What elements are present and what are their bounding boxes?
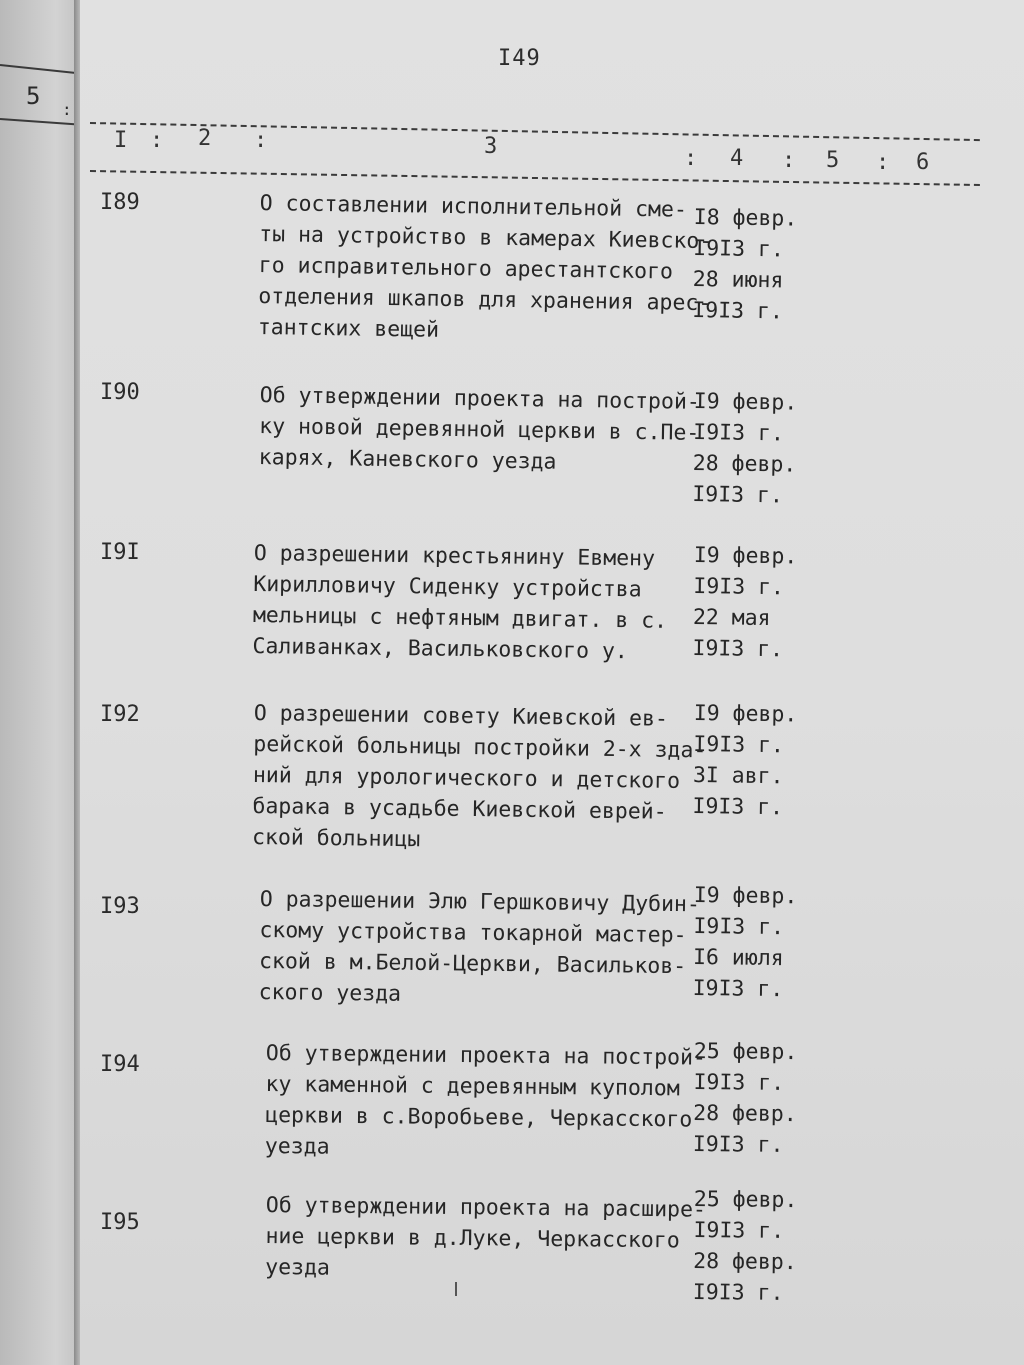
record-title-line: го исправительного арестантского [258,252,674,285]
record-date-line: I9I3 г. [693,731,785,759]
record-title [251,698,707,859]
column-header-5: 5 [826,148,840,173]
record-title [265,1038,706,1167]
record-dates [692,540,797,665]
record-title-line: уезда [265,1254,331,1281]
record-title-line: ского уезда [258,979,402,1007]
record-dates [692,880,797,1005]
record-title-line: О составлении исполнительной сме- [259,190,688,223]
record-title-line: Кирилловичу Сиденку устройства [253,571,642,603]
record-number: I93 [100,894,140,919]
page-number: I49 [498,46,541,71]
record-dates [693,1184,798,1309]
record-date-line: 28 февр. [693,1248,797,1276]
column-header-1: I [114,128,128,153]
record-date-line: I9I3 г. [693,573,785,601]
record-title-line: Об утверждении проекта на расшире- [265,1192,707,1223]
record-number: I92 [100,702,140,727]
record-title [258,884,699,1013]
record-date-line: I9 февр. [693,700,798,728]
record-title-line: церкви в с.Воробьеве, Черкасского [265,1102,693,1133]
record-number: I94 [100,1052,140,1077]
record-title-line: Саливанках, Васильковского у. [252,633,629,665]
record-title [257,188,713,350]
record-date-line: I9I3 г. [692,793,784,821]
record-title-line: отделения шкапов для хранения арес- [258,283,712,317]
record-date-line: 28 февр. [692,450,797,478]
column-separator: : [684,146,698,171]
column-separator: : [254,128,268,153]
record-number: I89 [100,190,140,215]
record-date-line: I9I3 г. [693,419,785,447]
record-date-line: 22 мая [692,604,771,632]
record-date-line: 25 февр. [693,1038,798,1066]
record-date-line: 28 февр. [693,1100,797,1128]
record-date-line: I9I3 г. [693,1217,785,1244]
record-number: I95 [100,1210,140,1235]
column-header-2: 2 [198,126,212,151]
column-header-3: 3 [484,134,498,159]
record-dates [693,1036,798,1161]
record-title-line: ние церкви в д.Луке, Черкасского [265,1223,680,1254]
record-date-line: I9I3 г. [692,481,784,509]
left-page-rule [0,118,80,126]
left-page-fragment [0,0,80,1365]
record-title-line: ской в м.Белой-Церкви, Васильков- [258,948,687,980]
record-title-line: ний для урологического и детского [252,762,681,794]
left-page-colon: : [62,100,72,119]
record-title-line: Об утверждении проекта на построй- [265,1040,707,1071]
record-date-line: 3I авг. [692,762,784,790]
record-title-line: ты на устройство в камерах Киевско- [259,221,713,255]
record-date-line: I9I3 г. [692,975,784,1003]
record-title-line: ку каменной с деревянным куполом [265,1071,680,1102]
record-title-line: тантских вещей [257,314,440,343]
stray-mark [455,1282,457,1296]
column-separator: : [150,128,164,153]
column-header-4: 4 [730,146,744,171]
record-title-line: мельницы с нефтяным двигат. в с. [252,602,668,634]
left-page-column-number: 5 [26,82,41,110]
column-separator: : [876,150,890,175]
record-date-line: I9 февр. [693,882,798,910]
left-page-rule [0,64,80,74]
record-title-line: О разрешении крестьянину Евмену [253,540,656,572]
record-title [252,538,694,668]
record-title-line: уезда [264,1133,330,1160]
record-title-line: ку новой деревянной церкви в с.Пе- [259,413,700,446]
record-date-line: I9I3 г. [693,1069,785,1096]
record-title [265,1190,706,1288]
record-title-line: Об утверждении проекта на построй- [259,382,701,415]
record-date-line: 28 июня [692,266,784,294]
record-date-line: I9I3 г. [692,297,784,325]
record-dates [692,202,797,328]
record-title-line: ской больницы [251,824,421,853]
record-date-line: I8 февр. [693,204,798,232]
record-title-line: барака в усадьбе Киевской еврей- [252,793,667,825]
record-date-line: 25 февр. [693,1186,798,1214]
record-date-line: I9I3 г. [692,635,784,663]
record-date-line: I9I3 г. [692,1131,784,1158]
record-date-line: I9 февр. [693,388,798,416]
record-title-line: скому устройства токарной мастер- [259,917,687,949]
record-date-line: I9I3 г. [692,1279,784,1306]
record-title [259,380,700,480]
record-title-line: рейской больницы постройки 2-х зда- [253,731,707,764]
record-title-line: карях, Каневского уезда [258,444,557,475]
record-date-line: I6 июля [692,944,784,972]
record-number: I9I [100,540,140,565]
record-date-line: I9I3 г. [693,235,785,263]
column-separator: : [782,148,796,173]
record-dates [692,386,797,512]
record-dates [692,698,797,823]
record-title-line: О разрешении Элю Гершковичу Дубин- [259,886,701,918]
record-number: I90 [100,380,140,405]
record-date-line: I9 февр. [693,542,798,570]
record-title-line: О разрешении совету Киевской ев- [253,700,669,732]
column-header-6: 6 [916,150,930,175]
record-date-line: I9I3 г. [693,913,785,941]
